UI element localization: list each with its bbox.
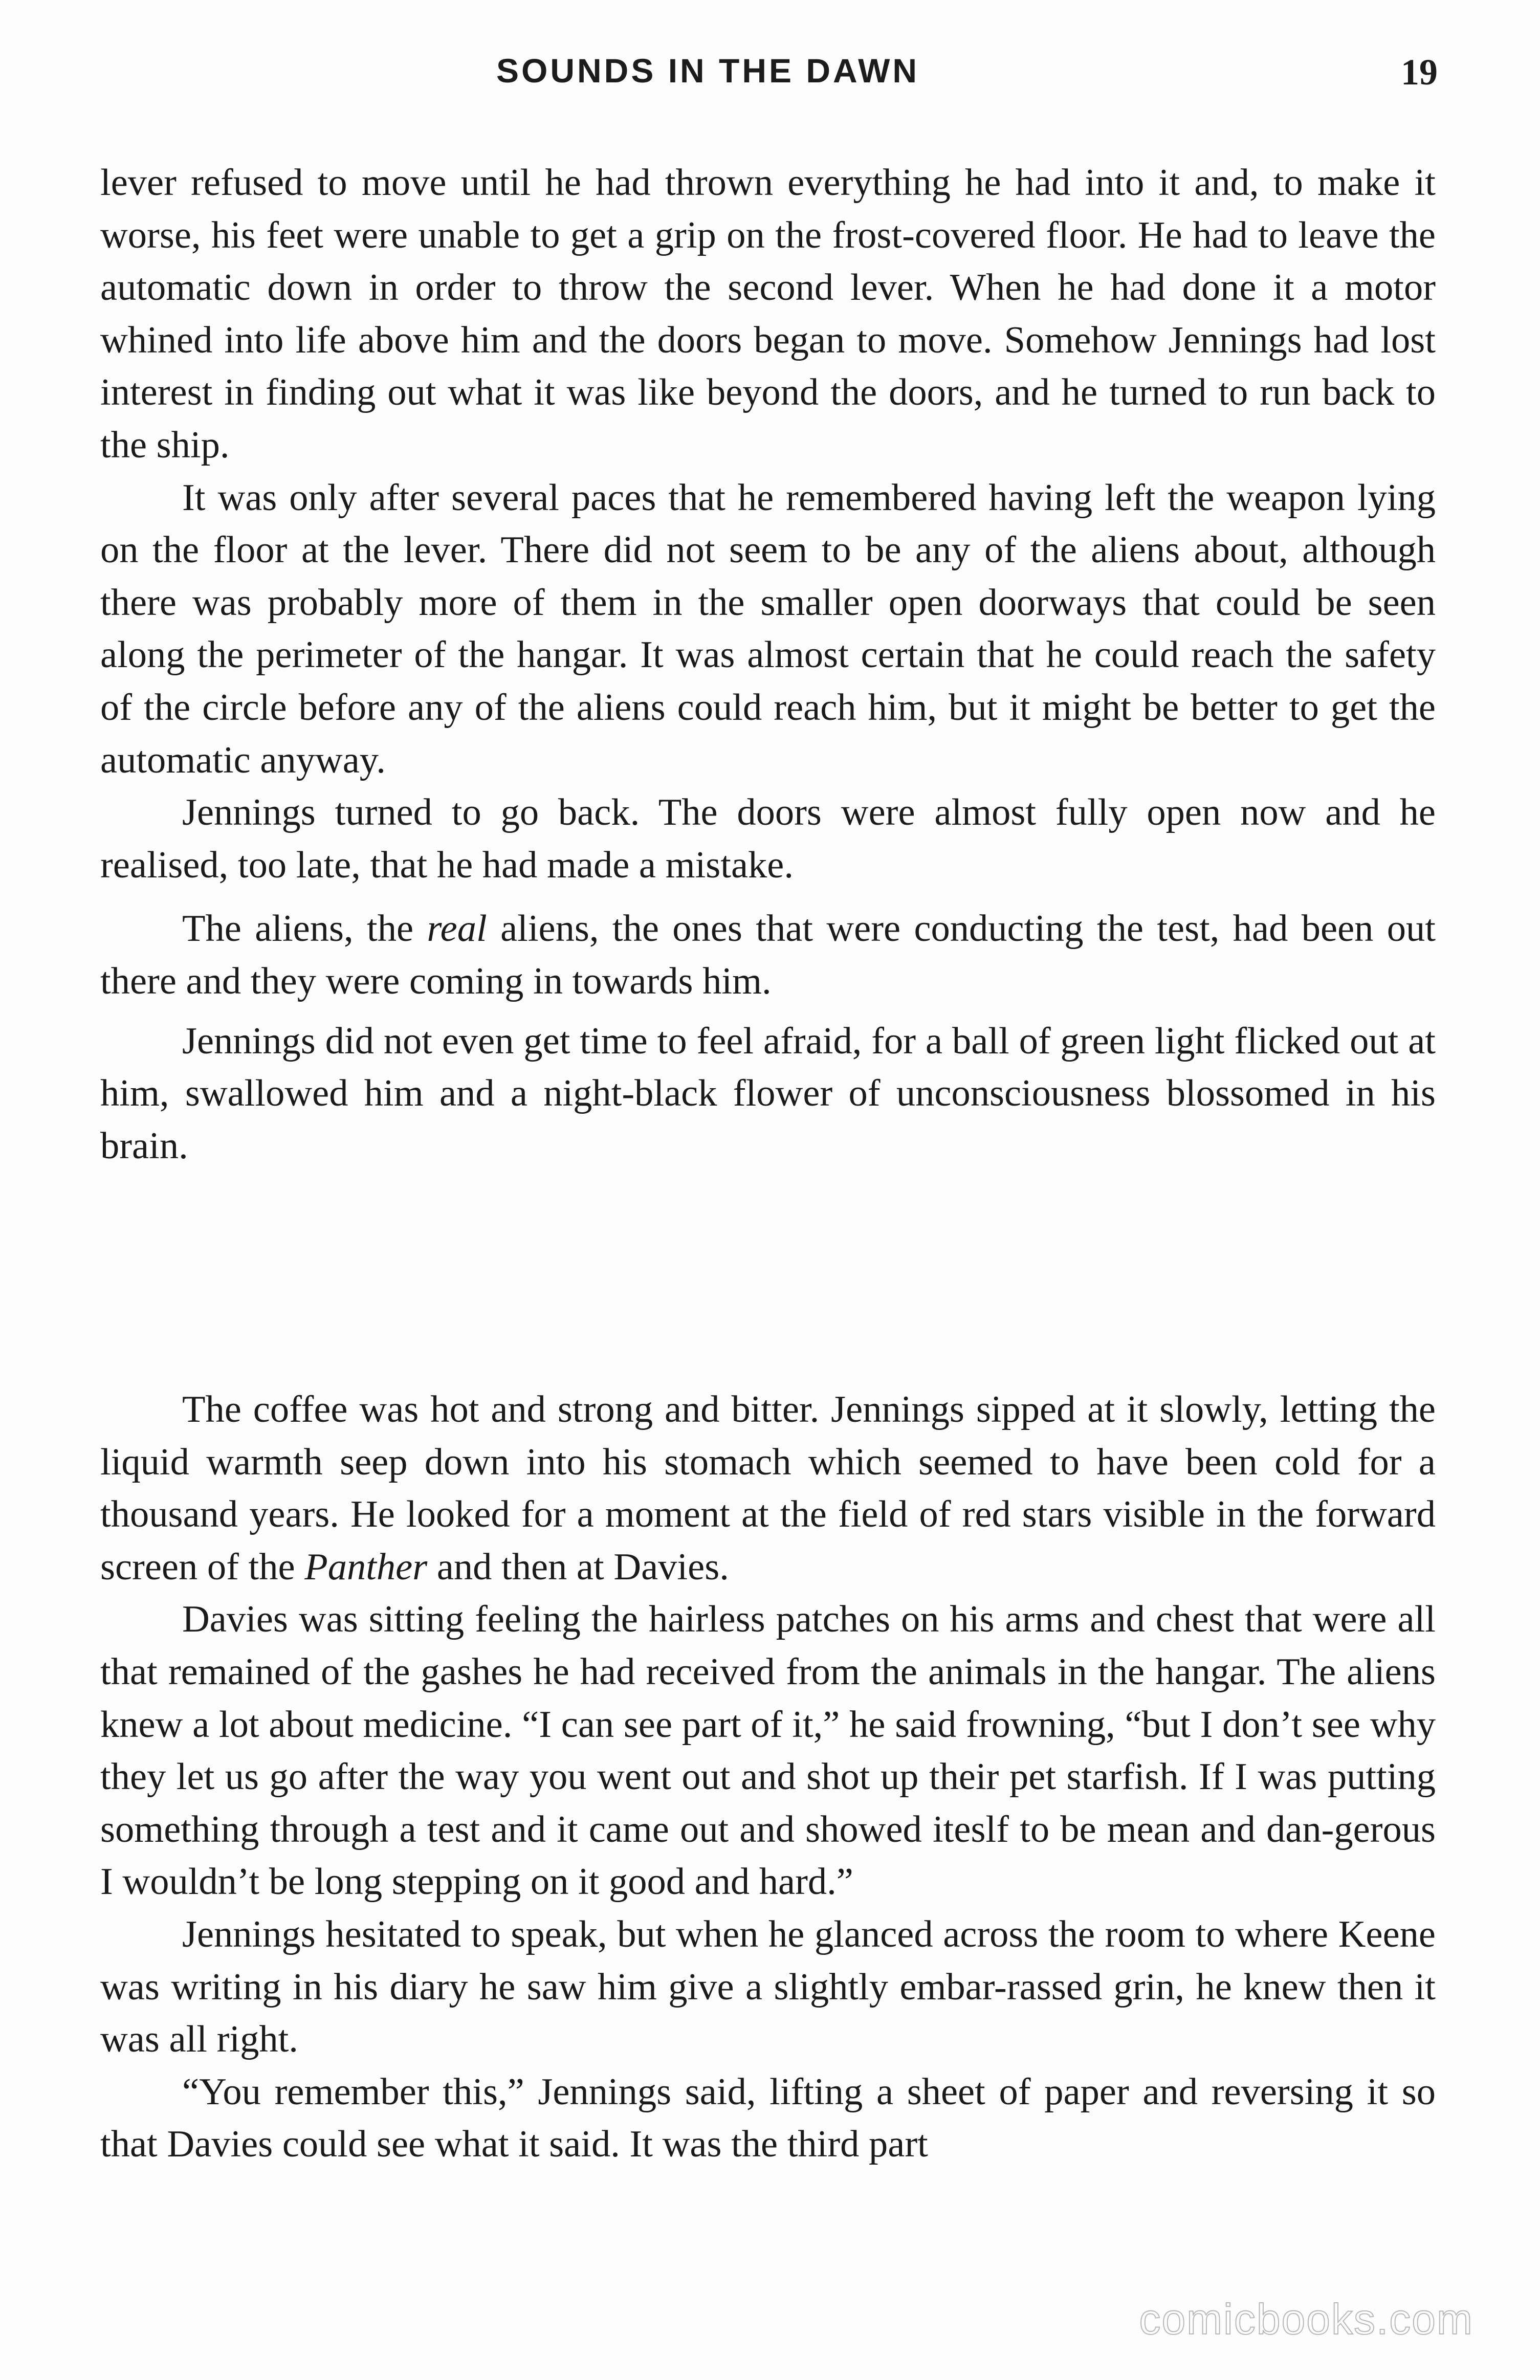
- paragraph: “You remember this,” Jennings said, lifting a sheet of paper and reversing it so that Davies could see what it said. It was the third part: [100, 2070, 1436, 2166]
- watermark: comicbooks.com: [1139, 2295, 1473, 2343]
- paragraph: Jennings turned to go back. The doors were almost fully open now and he realised, too late, that he had made a mistake.: [100, 791, 1436, 886]
- paragraph-text: and then at Davies.: [427, 1546, 729, 1588]
- paragraph: Jennings hesitated to speak, but when he glanced across the room to where Keene was writing in his diary he saw him give a slightly embar-rassed grin, he knew then it was all right.: [100, 1913, 1436, 2061]
- paragraph: Jennings did not even get time to feel afraid, for a ball of green light flicked out at him, swallowed him and a night-black flower of unconsciousness blossomed in his brain.: [100, 1020, 1436, 1167]
- paragraph: [100, 902, 1436, 1007]
- paragraph-text: aliens, the ones that were conducting the test, had been out there and they were coming in towards him.: [100, 908, 1436, 1002]
- paragraph: [100, 1383, 1436, 1593]
- ship-name: Panther: [304, 1546, 428, 1588]
- text-section-1: [100, 157, 1436, 1172]
- paragraph-text: The aliens, the: [182, 908, 427, 950]
- text-section-2: [100, 1383, 1436, 2171]
- paragraph: Davies was sitting feeling the hairless patches on his arms and chest that were all that remained of the gashes he had received from the animals in the hangar. The aliens knew a lot about medicine. “I can see part of it,” he said frowning, “but I don’t see why they let us go after the way you went out and shot up their pet starfish. If I was putting something through a test and it came out and showed iteslf to be mean and dan-gerous I wouldn’t be long stepping on it good and hard.”: [100, 1598, 1436, 1903]
- emphasized-word: real: [427, 908, 487, 950]
- paragraph-text: The coffee was hot and strong and bitter. Jennings sipped at it slowly, letting the liquid warmth seep down into his stomach which seemed to have been cold for a thousand years. He looked for a moment at the field of red stars visible in the forward screen of the: [100, 1389, 1436, 1588]
- page-number: 19: [1401, 52, 1438, 93]
- paragraph: It was only after several paces that he remembered having left the weapon lying on the floor at the lever. There did not seem to be any of the aliens about, although there was probably more of them in the smaller open doorways that could be seen along the perimeter of the hangar. It was almost certain that he could reach the safety of the circle before any of the aliens could reach him, but it might be better to get the automatic anyway.: [100, 476, 1436, 781]
- paragraph: lever refused to move until he had thrown everything he had into it and, to make it worse, his feet were unable to get a grip on the frost-covered floor. He had to leave the automatic down in order to throw the second lever. When he had done it a motor whined into life above him and the doors began to move. Somehow Jennings had lost interest in finding out what it was like beyond the doors, and he turned to run back to the ship.: [100, 162, 1436, 466]
- running-head: SOUNDS IN THE DAWN: [496, 52, 920, 90]
